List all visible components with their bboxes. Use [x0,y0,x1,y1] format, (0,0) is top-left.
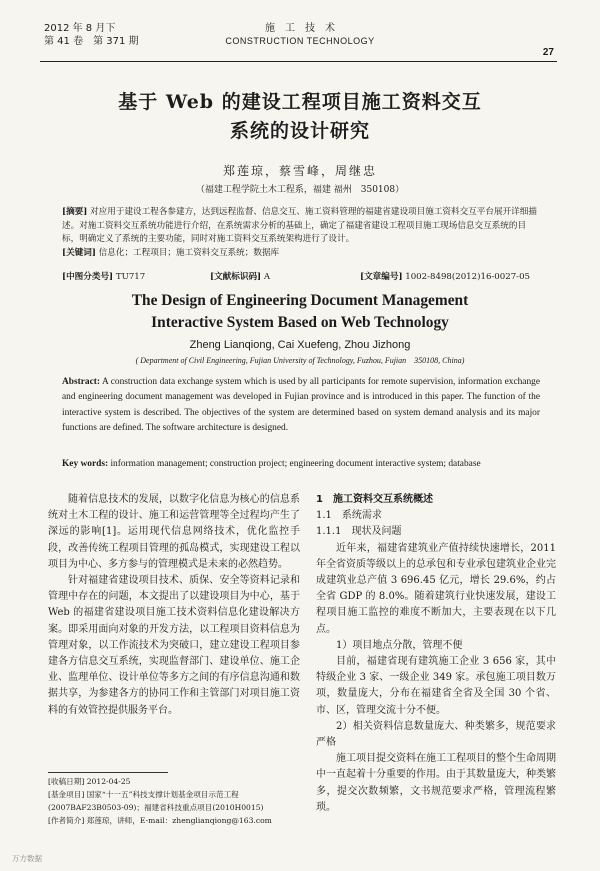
intro-paragraph-1: 随着信息技术的发展，以数字化信息为核心的信息系统对土木工程的设计、施工和运营管理等全过程均产生了深远的影响[1]。运用现代信息网络技术，优化监控手段，改善传统工程项目管理的孤岛模式，实现建设工程以项目为中心、多方参与的管理模式是未来的必然趋势。 [48,494,300,570]
header-rule [40,61,557,62]
abstract-en-body [62,375,540,437]
keywords-en-label: Key words: [62,459,109,469]
article-number [360,271,530,284]
intro-paragraph-2: 针对福建省建设项目技术、质保、安全等资料记录和管理中存在的问题，本文提出了以建设项目为中心，基于 Web 的福建省建设项目施工技术资料信息化建设解决方案。即采用面向对象的开发方法，以工程项目资料信息为管理对象，以工作流技术为突破口，建立建设工程项目参建各方信息交互系统，实现监督部门、建设单位、施工企业、监理单位、设计单位等多方之间的有序信息沟通和数据共享，为参建各方的协同工作和主管部门对项目施工资料的有效管控提供服务平台。 [48,575,300,716]
abstract-cn [62,206,538,260]
issue-date: 2012 年 8 月下 [44,23,116,34]
abstract-cn-body [62,206,538,247]
title-en-line-1: The Design of Engineering Document Management [131,292,469,309]
clc-label: [中图分类号] [62,272,114,282]
authors-en: Zheng Lianqiong, Cai Xuefeng, Zhou Jizhong [189,339,411,351]
title-en [0,290,600,334]
section-heading-1-1-1: 1.1.1 现状及问题 [316,526,402,538]
abstract-en-label: Abstract: [62,377,101,387]
footnote-fund: [基金项目] 国家“十一五”科技支撑计划基金项目示范工程(2007BAF23B0503-09)；福建省科技重点项目(2010H0015) [48,790,264,812]
doc-value: A [263,272,271,282]
keywords-cn-text: 信息化；工程项目；施工资料交互系统；数据库 [98,247,280,258]
abstract-en [62,375,540,437]
title-cn-line-2: 系统的设计研究 [229,120,370,142]
abstract-cn-label: [摘要] [62,207,88,217]
footnote-received: [收稿日期] 2012-04-25 [48,777,131,786]
affiliation-cn: （福建工程学院土木工程系，福建 福州 350108） [195,185,405,195]
footnote-rule [48,772,168,773]
keywords-cn [62,247,538,261]
title-cn [0,88,600,146]
clc-value: TU717 [115,272,146,282]
issue-volume: 第 41 卷 第 371 期 [44,36,139,47]
section-heading-1-1: 1.1 系统需求 [316,510,382,522]
affiliation-en: ( Department of Civil Engineering, Fujian University of Technology, Fuzhou, Fujian 350108, China) [135,356,465,365]
article-label: [文章编号] [360,272,403,282]
keywords-en [62,459,542,469]
keywords-en-text: information management; construction project; engineering document interactive system; database [110,459,481,469]
doc-code [210,271,270,284]
running-header [0,0,600,60]
title-en-line-2: Interactive System Based on Web Technology [151,314,449,331]
status-paragraph: 近年来，福建省建筑业产值持续快速增长，2011 年全省资质等级以上的总承包和专业承包建筑业企业完成建筑业总产值 3 696.45 亿元，增长 29.6%，约占全省 GDP 的 8.0%。随着建筑行业快速发展，建设工程项目施工监控的难度不断加大，主要表现在以下几点。 [316,542,556,635]
section-heading-1: 1 施工资料交互系统概述 [316,494,433,505]
left-column [48,492,300,719]
list-item-2-body: 施工项目提交资料在施工工程项目的整个生命周期中一直起着十分重要的作用。由于其数量庞大，种类繁多，提交次数频繁，文书规范要求严格，管理流程繁琐。 [316,753,556,813]
footnote-author: [作者简介] 郑莲琼，讲师，E-mail：zhenglianqiong@163.com [48,816,272,825]
list-item-1-body: 目前，福建省现有建筑施工企业 3 656 家，其中特级企业 3 家、一级企业 349 家。承包施工项目数万项，数量庞大，分布在福建省全省及全国 30 个省、市、区，管理交流十分不便。 [316,656,556,716]
abstract-en-text: A construction data exchange system which is used by all participants for remote supervision, information exchange and engineering document management was developed in Fujian province and is introduced in this paper. The function of the interactive system is described. The objectives of the system are determined based on system demand analysis and its major functions are defined. The software architecture is designed. [62,377,541,434]
watermark: 万方数据 [12,854,42,863]
doc-label: [文献标识码] [210,272,262,282]
clc-code [62,271,145,284]
authors-cn: 郑莲琼，蔡雪峰，周继忠 [222,164,377,178]
keywords-cn-label: [关键词] [62,247,96,258]
journal-name-cn: 施 工 技 术 [265,23,335,34]
list-item-2: 2）相关资料信息数量庞大、种类繁多，规范要求严格 [316,720,556,749]
list-item-1: 1）项目地点分散，管理不便 [336,639,463,651]
abstract-cn-text: 对应用于建设工程各参建方，达到远程监督、信息交互、施工资料管理的福建省建设项目施工资料交互平台展开详细描述。对施工资料交互系统功能进行介绍，在系统需求分析的基础上，确定了福建省建设工程项目施工现场信息交互系统的目标，明确定义了系统的主要功能，同时对施工资料交互系统架构进行了设计。 [62,207,537,244]
journal-name [0,22,600,48]
title-cn-line-1: 基于 Web 的建设工程项目施工资料交互 [118,91,482,113]
footnotes [48,772,300,827]
journal-name-en: CONSTRUCTION TECHNOLOGY [225,36,375,46]
article-value: 1002-8498(2012)16-0027-05 [405,272,531,282]
right-column [316,492,556,816]
page-number: 27 [542,47,554,58]
